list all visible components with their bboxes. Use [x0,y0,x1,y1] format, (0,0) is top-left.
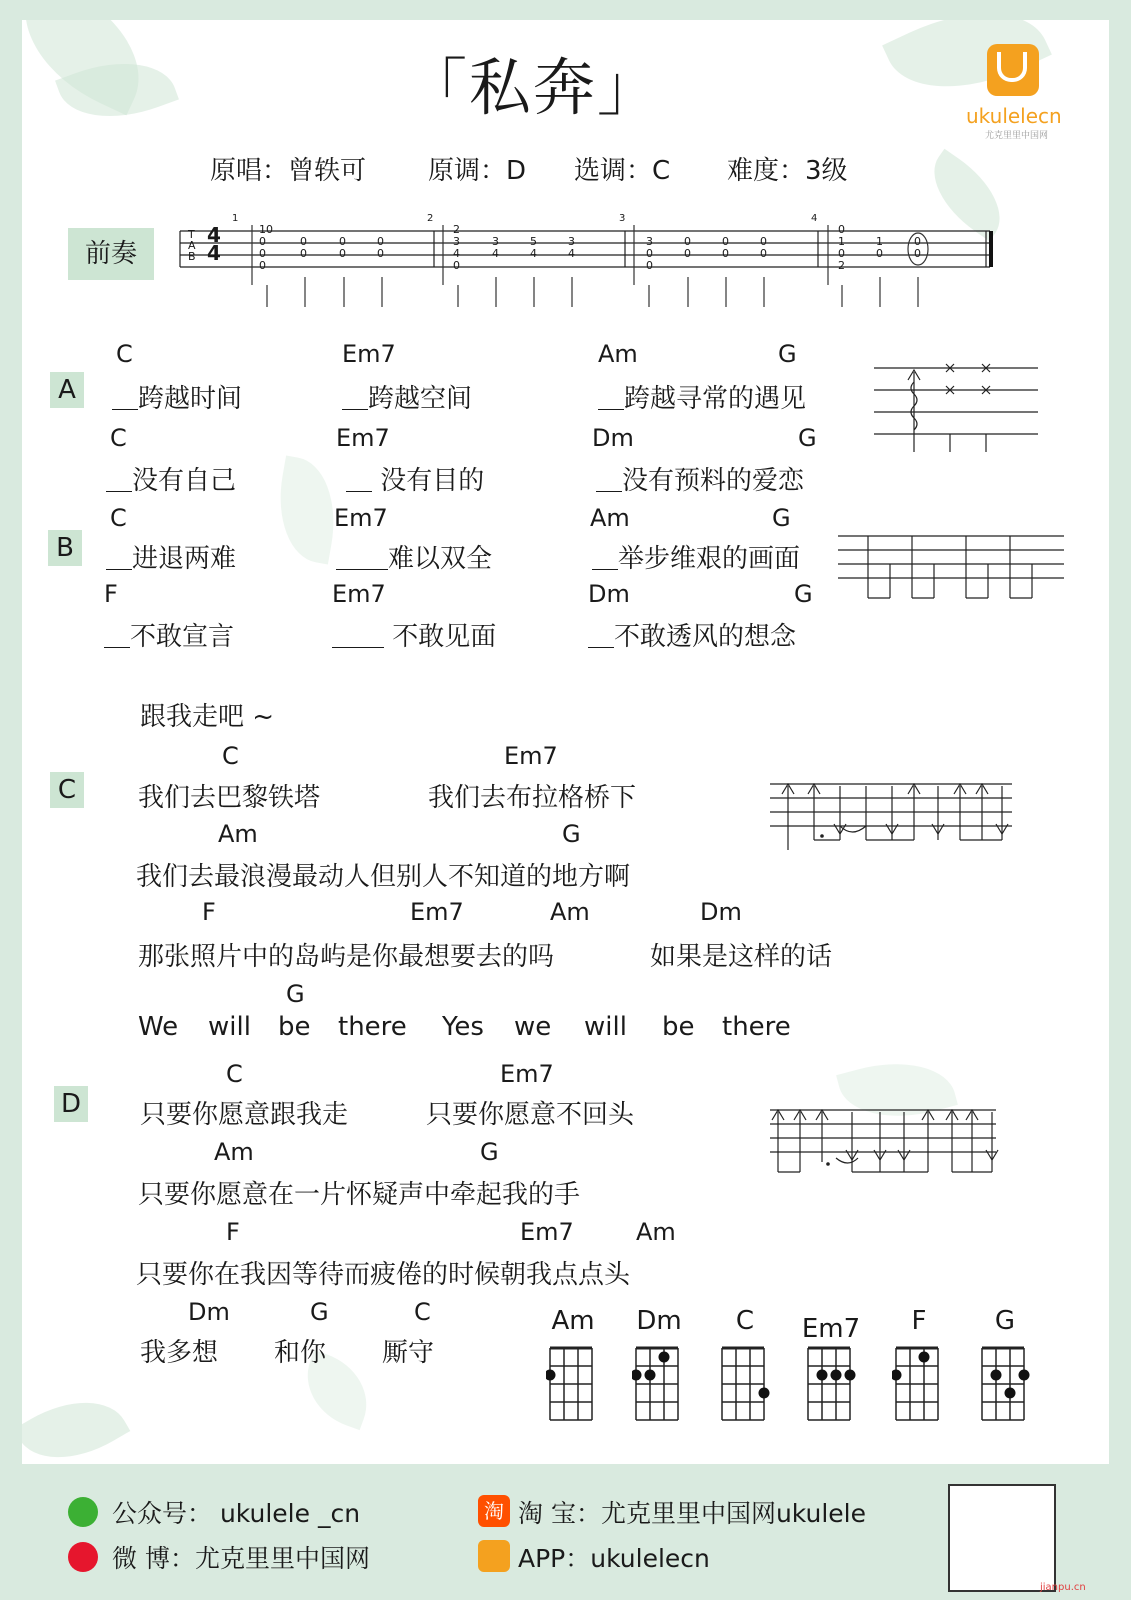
leaf-decoration [22,1379,130,1464]
tab-clef: T A B [188,228,196,263]
lyric-line: 我们去巴黎铁塔 [138,783,321,813]
wechat-icon [68,1497,98,1527]
tab-notes: 2 3 4 0 [453,223,460,272]
app-icon [478,1540,510,1572]
difficulty: 难度：3级 [727,156,848,186]
tab-notes: 0 0 [377,235,384,260]
lyric-word: will [584,1012,627,1042]
chord-label: Em7 [504,742,558,770]
chord-diagram-grid [892,1344,944,1424]
lyric-line: 如果是这样的话 [650,942,833,972]
lyric-line: ＿跨越时间 [112,384,243,414]
measure-number: 3 [619,213,626,224]
chord-label: Em7 [410,898,464,926]
intro-tab-staff [178,215,1018,315]
lyric-word: we [514,1012,552,1042]
chord-label: G [772,504,791,532]
tab-notes: 0 0 [722,235,729,260]
logo-name: ukulelecn [966,104,1062,128]
lyric-line: ＿举步维艰的画面 [592,544,801,574]
measure-number: 1 [232,213,239,224]
lyric-line: ＿跨越空间 [342,384,473,414]
lyric-line: ＿＿难以双全 [336,544,493,574]
lyric-word: will [208,1012,251,1042]
song-title: 「私奔」 [405,51,662,124]
lyric-pre: 跟我走吧 ~ [140,702,275,732]
finger-dot [1019,1370,1030,1381]
chord-label: F [202,898,216,926]
chord-label: Dm [700,898,742,926]
chord-label: Dm [588,580,630,608]
chord-label: G [480,1138,499,1166]
section-tag-c: C [50,772,84,808]
chord-label: Dm [592,424,634,452]
chord-diagram-grid [546,1344,598,1424]
chord-label: C [226,1060,243,1088]
chord-label: C [222,742,239,770]
tab-notes: 3 4 [568,235,575,260]
chord-label: C [110,424,127,452]
chord-label: Am [598,340,638,368]
watermark-text: jianpu.cn [1040,1582,1086,1593]
tab-notes: 0 0 [914,235,921,260]
tab-notes: 0 1 0 2 [838,223,845,272]
tab-notes: 0 0 [339,235,346,260]
lyric-line: ＿不敢透风的想念 [588,622,797,652]
wechat-account: 公众号： ukulele _cn [112,1499,361,1528]
chord-label: Dm [188,1298,230,1326]
chord-diagram-label: Em7 [801,1314,861,1344]
time-signature: 4 4 [207,223,221,265]
lyric-word: there [338,1012,407,1042]
chord-diagram-label: Dm [636,1306,682,1336]
chord-label: Em7 [332,580,386,608]
lyric-line: ＿ 没有目的 [346,466,485,496]
rhythm-pattern-c [770,776,1020,856]
section-tag-a: A [50,372,84,408]
chord-label: Am [214,1138,254,1166]
finger-dot [991,1370,1002,1381]
lyric-line: 我们去布拉格桥下 [428,783,637,813]
tab-notes: 3 0 0 [646,235,653,272]
chord-label: Am [590,504,630,532]
chord-label: G [794,580,813,608]
finger-dot [632,1370,642,1381]
chord-label: Em7 [334,504,388,532]
app-name: APP：ukulelecn [518,1544,710,1573]
rhythm-pattern-b [838,528,1068,608]
lyric-line: 只要你在我因等待而疲倦的时候朝我点点头 [136,1260,631,1290]
chord-label: Em7 [336,424,390,452]
chord-diagram-grid [978,1344,1030,1424]
finger-dot [1005,1388,1016,1399]
chord-diagram-grid [718,1344,770,1424]
weibo-account: 微 博：尤克里里中国网 [112,1544,370,1573]
measure-number: 2 [427,213,434,224]
chord-label: G [778,340,797,368]
finger-dot [892,1370,902,1381]
lyric-word: be [662,1012,695,1042]
measure-number: 4 [811,213,818,224]
rhythm-pattern-d [770,1102,1000,1182]
intro-label: 前奏 [68,228,154,280]
lyric-line: ＿没有自己 [106,466,237,496]
chord-label: G [798,424,817,452]
singer-info: 原唱：曾轶可 [210,156,367,186]
lyric-line: 只要你愿意在一片怀疑声中牵起我的手 [138,1180,581,1210]
chord-diagram-label: F [911,1306,927,1336]
tab-notes: 5 4 [530,235,537,260]
chord-diagram-grid [804,1344,856,1424]
finger-dot [645,1370,656,1381]
tab-notes: 3 4 [492,235,499,260]
lyric-word: there [722,1012,791,1042]
lyric-word: Yes [442,1012,484,1042]
lyric-line: 那张照片中的岛屿是你最想要去的吗 [138,942,555,972]
chord-label: C [414,1298,431,1326]
tab-notes: 1 0 [876,235,883,260]
chord-label: G [562,820,581,848]
lyric-word: We [138,1012,179,1042]
rhythm-pattern-a [874,362,1044,462]
chord-diagram-label: C [735,1306,755,1336]
chord-label: C [116,340,133,368]
chord-diagram-label: Am [551,1306,595,1336]
chord-label: C [110,504,127,532]
chord-label: Am [218,820,258,848]
taobao-icon: 淘 [478,1495,510,1527]
finger-dot [759,1388,770,1399]
tab-notes: 0 0 [300,235,307,260]
lyric-line: ＿跨越寻常的遇见 [598,384,807,414]
chord-label: F [104,580,118,608]
chord-label: G [286,980,305,1008]
tab-notes: 0 0 [684,235,691,260]
finger-dot [831,1370,842,1381]
chosen-key: 选调：C [574,156,671,186]
lyric-line: ＿没有预料的爱恋 [596,466,805,496]
logo-subtitle: 尤克里里中国网 [985,131,1049,141]
chord-label: Em7 [342,340,396,368]
lyric-line: 和你 [274,1338,327,1368]
lyric-line: ＿＿ 不敢见面 [332,622,497,652]
chord-diagram-label: G [994,1306,1016,1336]
chord-label: Em7 [520,1218,574,1246]
lyric-word: be [278,1012,311,1042]
tab-notes: 0 0 [760,235,767,260]
chord-label: G [310,1298,329,1326]
finger-dot [659,1352,670,1363]
lyric-line: ＿进退两难 [106,544,237,574]
qr-code [948,1484,1056,1592]
section-tag-b: B [48,530,82,566]
lyric-line: 只要你愿意不回头 [426,1100,635,1130]
lyric-line: 只要你愿意跟我走 [140,1100,349,1130]
chord-label: F [226,1218,240,1246]
chord-diagram-grid [632,1344,684,1424]
lyric-line: 我们去最浪漫最动人但别人不知道的地方啊 [136,862,631,892]
ukulelecn-logo-icon [987,44,1039,96]
tab-notes: 10 0 0 0 [259,223,273,272]
finger-dot [919,1352,930,1363]
chord-label: Am [550,898,590,926]
finger-dot [817,1370,828,1381]
original-key: 原调：D [428,156,527,186]
finger-dot [546,1370,556,1381]
chord-label: Am [636,1218,676,1246]
weibo-icon [68,1542,98,1572]
lyric-line: 厮守 [382,1338,435,1368]
taobao-shop: 淘 宝：尤克里里中国网ukulele [518,1499,866,1528]
chord-label: Em7 [500,1060,554,1088]
section-tag-d: D [54,1086,88,1122]
lyric-line: ＿不敢宣言 [104,622,235,652]
lyric-line: 我多想 [140,1338,219,1368]
finger-dot [845,1370,856,1381]
